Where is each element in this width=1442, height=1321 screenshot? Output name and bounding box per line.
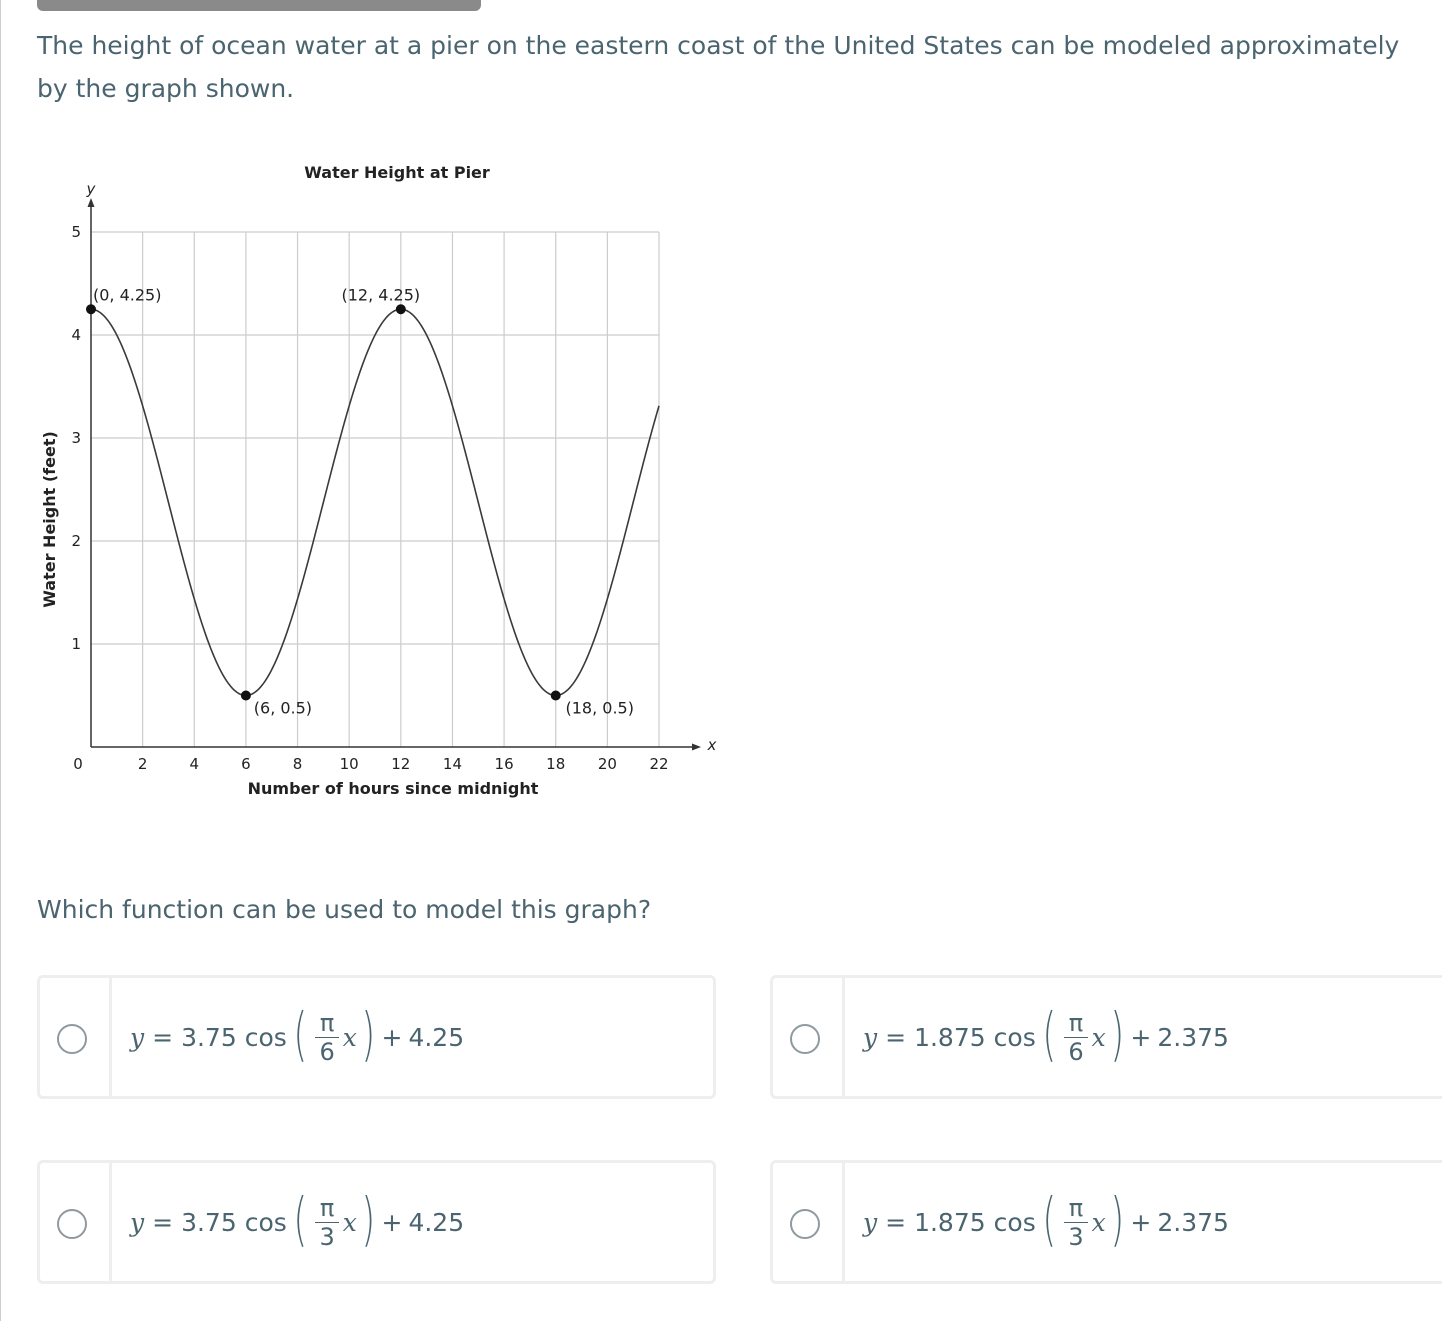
option-c[interactable] <box>37 1160 716 1284</box>
option-b-radio-column <box>773 978 845 1096</box>
formula-equals: = <box>885 1022 907 1052</box>
data-point <box>241 691 251 701</box>
fraction-numerator: π <box>1068 1008 1084 1037</box>
option-c-radio-column <box>40 1163 112 1281</box>
option-a[interactable] <box>37 975 716 1099</box>
left-paren: ( <box>1042 1185 1056 1253</box>
formula-shift: 2.375 <box>1157 1022 1229 1052</box>
y-tick-label: 2 <box>71 532 81 550</box>
option-b[interactable] <box>770 975 1442 1099</box>
formula-shift: 2.375 <box>1157 1207 1229 1237</box>
formula-variable: x <box>342 1022 357 1052</box>
y-tick-label: 4 <box>71 326 81 344</box>
radio-button[interactable] <box>57 1209 87 1239</box>
data-point <box>396 304 406 314</box>
x-tick-label: 16 <box>494 755 514 773</box>
formula-plus: + <box>1130 1207 1152 1237</box>
fraction-denominator: 3 <box>315 1222 338 1251</box>
y-axis-label: Water Height (feet) <box>40 431 59 608</box>
x-tick-label: 6 <box>241 755 251 773</box>
x-axis-label: Number of hours since midnight <box>247 779 539 798</box>
y-axis-arrow <box>88 198 95 207</box>
formula-function: cos <box>993 1207 1036 1237</box>
y-tick-label: 3 <box>71 429 81 447</box>
formula-shift: 4.25 <box>408 1207 465 1237</box>
formula-lhs: y <box>130 1207 145 1237</box>
y-tick-label: 5 <box>71 223 81 241</box>
formula-lhs: y <box>863 1022 878 1052</box>
left-paren: ( <box>293 1185 307 1253</box>
formula-plus: + <box>1130 1022 1152 1052</box>
formula-function: cos <box>993 1022 1036 1052</box>
water-height-chart <box>0 150 760 810</box>
prompt-text: Which function can be used to model this graph? <box>37 895 652 924</box>
x-tick-label: 14 <box>442 755 463 773</box>
right-paren: ) <box>1110 1000 1124 1068</box>
fraction-numerator: π <box>319 1008 335 1037</box>
data-point-label: (6, 0.5) <box>253 698 313 718</box>
option-b-formula <box>863 978 1229 1096</box>
question-text: The height of ocean water at a pier on the eastern coast of the United States can be modeled approximately by the graph shown. <box>37 31 1400 103</box>
right-paren: ) <box>361 1000 375 1068</box>
x-tick-label: 18 <box>546 755 566 773</box>
x-axis-arrow <box>692 744 701 751</box>
chart-container <box>0 150 760 810</box>
option-a-formula <box>130 978 464 1096</box>
option-d-formula <box>863 1163 1229 1281</box>
formula-fraction <box>1064 1009 1087 1066</box>
formula-lhs: y <box>863 1207 878 1237</box>
x-tick-label: 2 <box>137 755 148 773</box>
formula-function: cos <box>244 1022 287 1052</box>
data-point-label: (12, 4.25) <box>341 285 421 305</box>
radio-button[interactable] <box>790 1024 820 1054</box>
x-tick-label: 0 <box>73 755 83 773</box>
radio-button[interactable] <box>57 1024 87 1054</box>
formula-lhs: y <box>130 1022 145 1052</box>
x-tick-label: 4 <box>189 755 200 773</box>
formula-fraction <box>1064 1194 1087 1251</box>
fraction-numerator: π <box>1068 1193 1084 1222</box>
formula-variable: x <box>342 1207 357 1237</box>
formula-coefficient: 1.875 <box>914 1207 986 1237</box>
option-a-radio-column <box>40 978 112 1096</box>
chart-title: Water Height at Pier <box>304 163 490 182</box>
right-paren: ) <box>1110 1185 1124 1253</box>
formula-coefficient: 1.875 <box>914 1022 986 1052</box>
water-height-curve <box>91 309 659 695</box>
data-point <box>551 691 561 701</box>
radio-button[interactable] <box>790 1209 820 1239</box>
formula-equals: = <box>885 1207 907 1237</box>
data-point-label: (0, 4.25) <box>93 285 162 305</box>
formula-plus: + <box>381 1022 403 1052</box>
formula-shift: 4.25 <box>408 1022 465 1052</box>
option-d[interactable] <box>770 1160 1442 1284</box>
formula-variable: x <box>1091 1207 1106 1237</box>
right-paren: ) <box>361 1185 375 1253</box>
formula-variable: x <box>1091 1022 1106 1052</box>
y-tick-label: 1 <box>71 635 81 653</box>
data-point-label: (18, 0.5) <box>565 698 634 718</box>
x-axis-symbol: x <box>707 736 717 754</box>
data-point <box>86 304 96 314</box>
x-tick-label: 8 <box>292 755 303 773</box>
y-axis-symbol: y <box>86 180 96 198</box>
left-paren: ( <box>293 1000 307 1068</box>
x-tick-label: 10 <box>339 755 359 773</box>
formula-plus: + <box>381 1207 403 1237</box>
formula-fraction <box>315 1194 338 1251</box>
top-scroll-bar <box>37 0 481 11</box>
fraction-denominator: 3 <box>1064 1222 1087 1251</box>
option-d-radio-column <box>773 1163 845 1281</box>
formula-coefficient: 3.75 <box>181 1207 237 1237</box>
formula-fraction <box>315 1009 338 1066</box>
x-tick-label: 12 <box>391 755 411 773</box>
fraction-denominator: 6 <box>315 1037 338 1066</box>
left-paren: ( <box>1042 1000 1056 1068</box>
option-c-formula <box>130 1163 464 1281</box>
fraction-numerator: π <box>319 1193 335 1222</box>
fraction-denominator: 6 <box>1064 1037 1087 1066</box>
x-tick-label: 22 <box>649 755 669 773</box>
formula-equals: = <box>152 1207 174 1237</box>
formula-equals: = <box>152 1022 174 1052</box>
x-tick-label: 20 <box>597 755 617 773</box>
formula-coefficient: 3.75 <box>181 1022 237 1052</box>
formula-function: cos <box>244 1207 287 1237</box>
